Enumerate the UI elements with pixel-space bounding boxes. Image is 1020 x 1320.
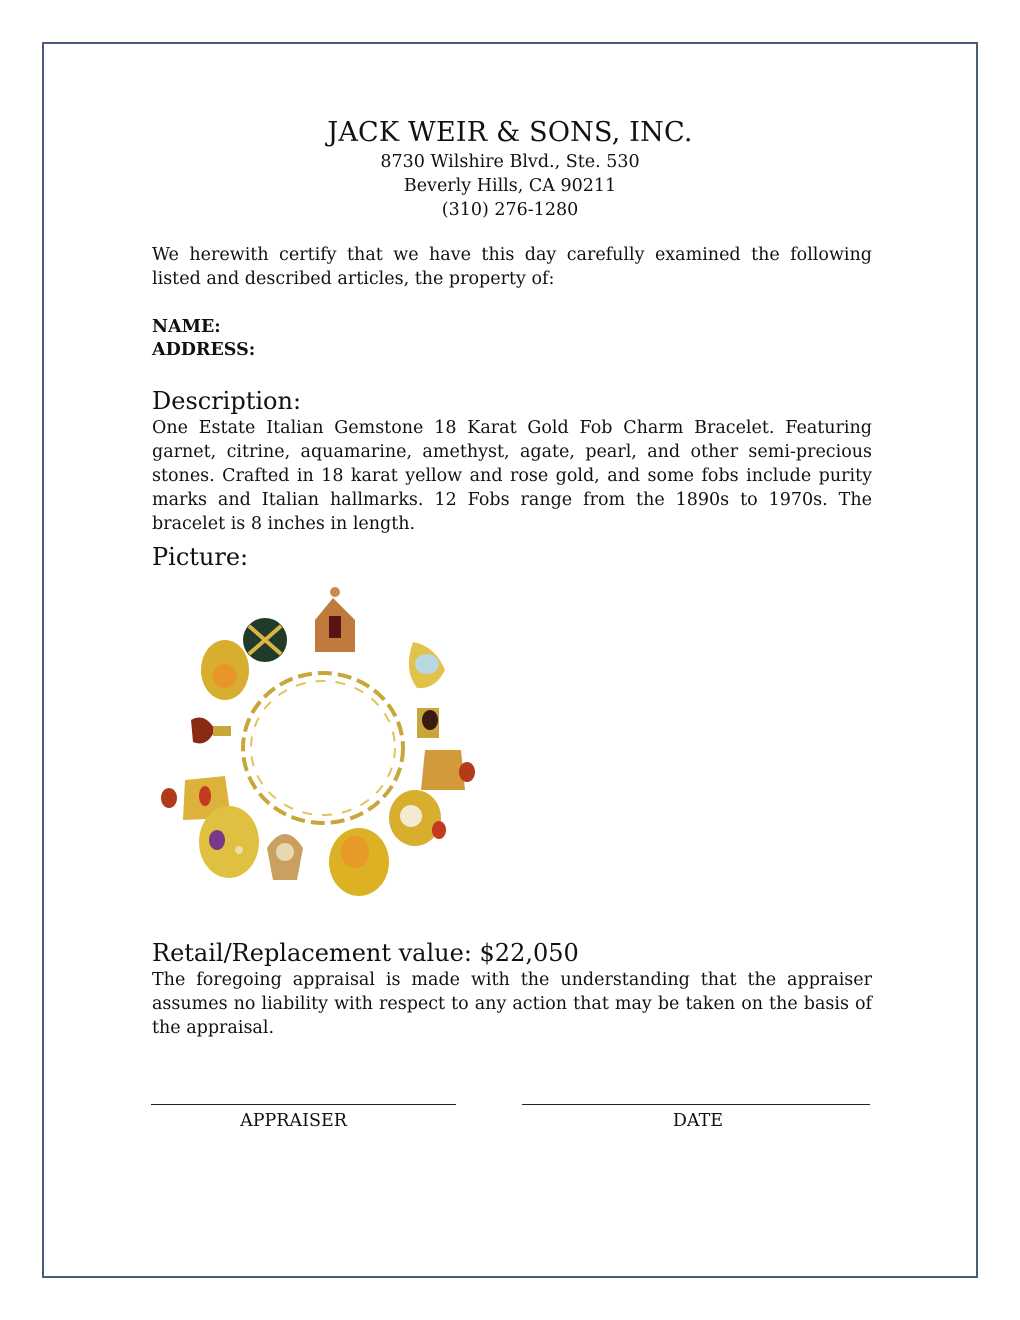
fob-carnelian-right xyxy=(421,750,475,790)
company-phone: (310) 276-1280 xyxy=(441,200,579,220)
fob-citrine-left xyxy=(201,640,249,700)
fob-citrine-bottom xyxy=(329,828,389,896)
appraiser-signature-line xyxy=(151,1104,456,1105)
fob-carnelian-seal xyxy=(191,718,231,744)
date-signature-line xyxy=(522,1104,870,1105)
certification-text: We herewith certify that we have this day carefully examined the following listed and described articles, the property of: xyxy=(152,245,872,289)
name-label: NAME: xyxy=(152,317,221,337)
fob-shell-cameo xyxy=(267,834,303,880)
appraisal-disclaimer: The foregoing appraisal is made with the understanding that the appraiser assumes no liability with respect to any action that may be taken on the basis of the appraisal. xyxy=(152,970,872,1038)
description-text: One Estate Italian Gemstone 18 Karat Gold Fob Charm Bracelet. Featuring garnet, citrine, aquamarine, amethyst, agate, pearl, and other semi-precious stones. Crafted in 18 karat yellow and rose gold, and some fobs include purity marks and Italian hallmarks. 12 Fobs range from the 1890s to 1970s. The bracelet is 8 inches in length. xyxy=(152,418,872,534)
date-label: DATE xyxy=(672,1111,724,1131)
description-heading: Description: xyxy=(152,387,302,415)
company-address-line2: Beverly Hills, CA 90211 xyxy=(403,176,617,196)
fob-aquamarine xyxy=(409,642,445,688)
fob-green-agate xyxy=(243,618,287,662)
fob-pearl xyxy=(389,790,446,846)
fob-amethyst xyxy=(199,806,259,878)
company-address-line1: 8730 Wilshire Blvd., Ste. 530 xyxy=(380,152,640,172)
picture-heading: Picture: xyxy=(152,543,249,571)
company-name: JACK WEIR & SONS, INC. xyxy=(327,117,693,148)
replacement-value-heading: Retail/Replacement value: $22,050 xyxy=(152,939,579,967)
fob-garnet-temple xyxy=(315,587,355,652)
appraiser-label: APPRAISER xyxy=(240,1111,347,1131)
fob-smoky-seal xyxy=(417,708,439,738)
bracelet-chain xyxy=(243,673,403,823)
letterhead xyxy=(0,116,1020,222)
address-label: ADDRESS: xyxy=(152,340,256,360)
bracelet-photo xyxy=(155,580,485,900)
